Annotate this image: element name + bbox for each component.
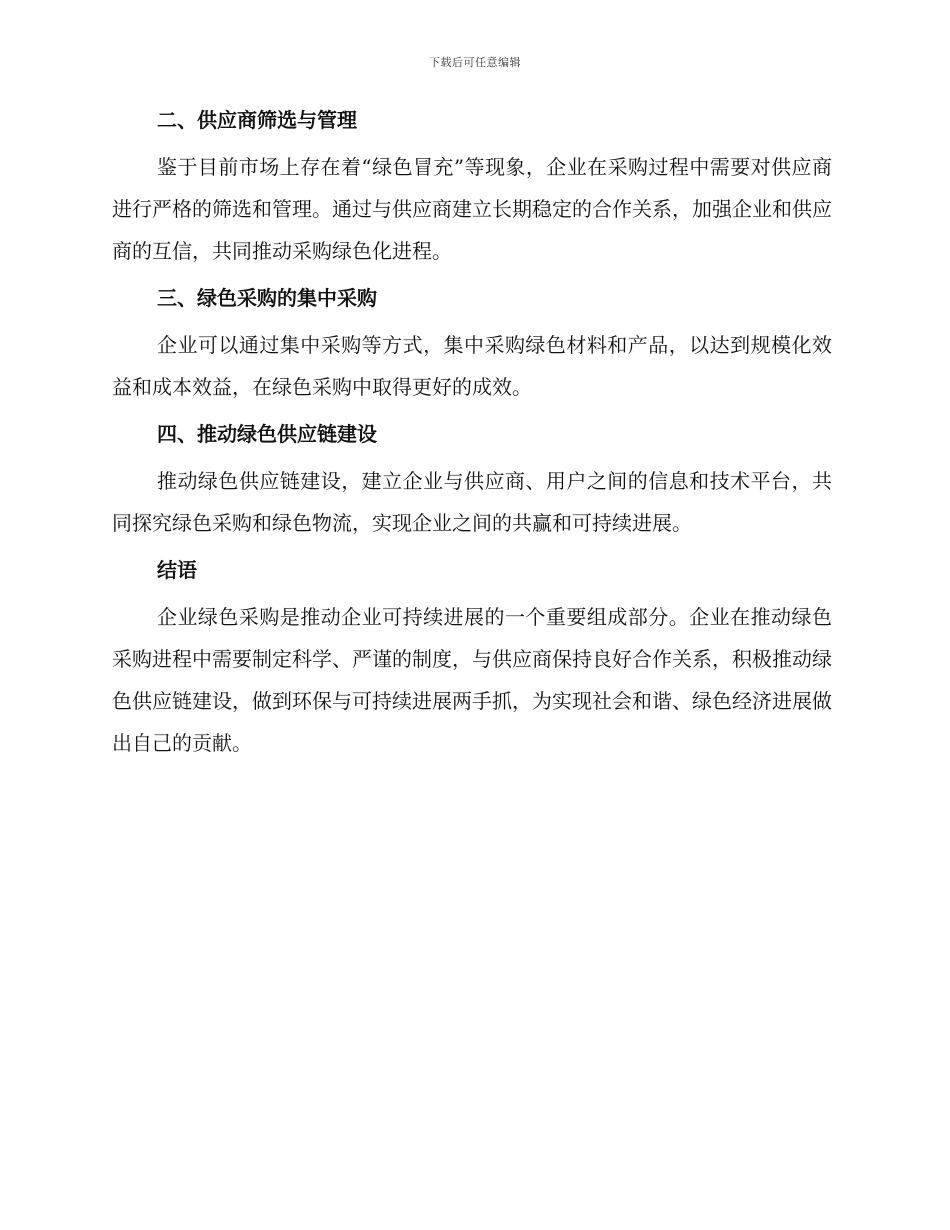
document-body (112, 106, 832, 776)
section-paragraph: 企业绿色采购是推动企业可持续进展的一个重要组成部分。企业在推动绿色采购进程中需要制定科学、严谨的制度，与供应商保持良好合作关系，积极推动绿色供应链建设，做到环保与可持续进展两手抓，为实现社会和谐、绿色经济进展做出自己的贡献。 (112, 605, 832, 755)
section-heading: 四、推动绿色供应链建设 (157, 422, 377, 446)
section-green-supply-chain (112, 420, 832, 544)
section-supplier-management (112, 106, 832, 272)
section-centralized-procurement (112, 284, 832, 408)
section-heading: 三、绿色采购的集中采购 (157, 286, 377, 310)
section-paragraph: 推动绿色供应链建设，建立企业与供应商、用户之间的信息和技术平台，共同探究绿色采购和绿色物流，实现企业之间的共赢和可持续进展。 (112, 469, 832, 535)
section-heading: 结语 (157, 558, 197, 582)
section-paragraph: 鉴于目前市场上存在着“绿色冒充”等现象，企业在采购过程中需要对供应商进行严格的筛选和管理。通过与供应商建立长期稳定的合作关系，加强企业和供应商的互信，共同推动采购绿色化进程。 (112, 155, 832, 263)
section-heading: 二、供应商筛选与管理 (157, 108, 357, 132)
section-conclusion (112, 556, 832, 764)
page-header-note: 下载后可任意编辑 (429, 56, 521, 69)
section-paragraph: 企业可以通过集中采购等方式，集中采购绿色材料和产品，以达到规模化效益和成本效益，在绿色采购中取得更好的成效。 (112, 333, 832, 399)
